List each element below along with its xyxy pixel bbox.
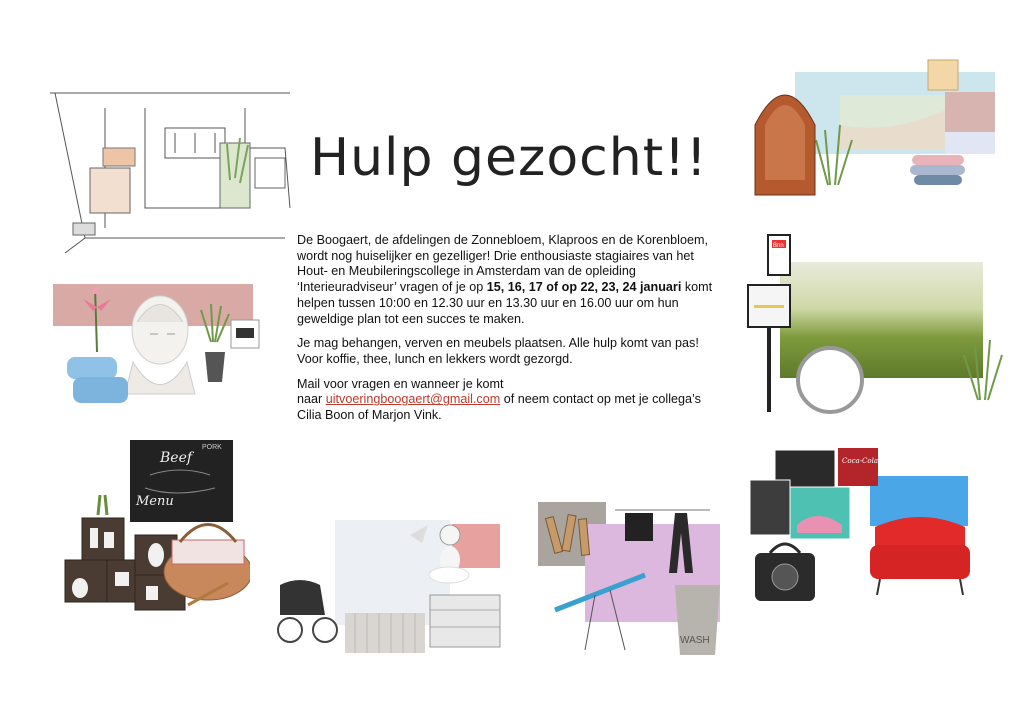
bucket-label: WASH: [680, 635, 710, 646]
dates-text: 15, 16, 17 of op 22, 23, 24 januari: [486, 280, 682, 295]
contact-post: of neem contact op met je collega’s Cilia Boon of Marjon Vink.: [297, 392, 701, 423]
email-link[interactable]: uitvoeringboogaert@gmail.com: [325, 392, 501, 407]
beach-moodboard: [750, 55, 1000, 205]
paragraph-contact: [297, 377, 722, 424]
buddha-moodboard: [55, 282, 270, 417]
sign-label: Bnn: [773, 243, 784, 249]
intro-text: De Boogaert, de afdelingen de Zonnebloem, Klaproos en de Korenbloem, wordt nog huiselijker en gezelliger! Drie enthousiaste stagiaires van het Hout- en Meubileringscollege in Amsterdam van de opleiding ‘Interieuradviseur’ vragen of je op: [297, 233, 708, 295]
body-text: [297, 233, 722, 433]
laundry-moodboard: [535, 495, 725, 660]
paragraph-intro: [297, 233, 722, 327]
chalkboard-beef: Beef: [160, 450, 193, 466]
chalkboard-pork: PORK: [202, 444, 222, 451]
cola-sign: Coca-Cola: [842, 457, 879, 465]
crates-shelving: [60, 480, 250, 620]
page-title: Hulp gezocht!!: [310, 128, 708, 188]
nursery-moodboard: [275, 505, 505, 655]
contact-line: Mail voor vragen en wanneer je komt: [297, 376, 504, 391]
room-sketch-illustration: [45, 88, 295, 258]
retro-moodboard: [745, 445, 975, 615]
contact-pre: naar: [297, 392, 326, 407]
paragraph-tasks: Je mag behangen, verven en meubels plaatsen. Alle hulp komt van pas! Voor koffie, thee, lunch en lekkers wordt gezorgd.: [297, 336, 699, 366]
chalkboard-menu: Menu: [136, 494, 174, 509]
meadow-moodboard: [740, 230, 1005, 420]
intro-text-end: komt helpen tussen 10:00 en 12.30 uur en 13.30 uur en 16.00 uur om hun geweldige plan tot een succes te maken.: [297, 280, 713, 326]
